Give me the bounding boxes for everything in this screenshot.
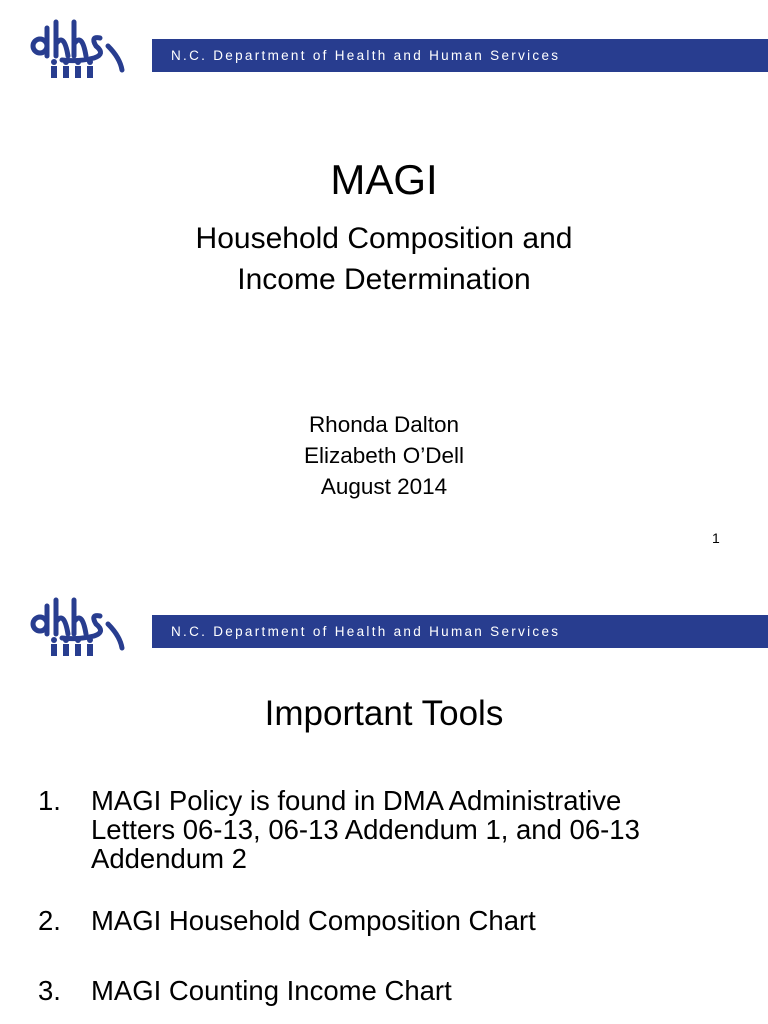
slide-title: MAGI xyxy=(330,156,438,203)
tools-slide xyxy=(0,576,768,1024)
department-banner: N.C. Department of Health and Human Services xyxy=(152,39,768,72)
author-block xyxy=(0,409,768,502)
list-item xyxy=(38,786,728,873)
list-item xyxy=(38,976,728,1005)
list-item-line: Addendum 2 xyxy=(91,843,247,874)
dhhs-logo-icon xyxy=(28,16,128,80)
tools-list xyxy=(38,786,728,1005)
list-item-line: MAGI Counting Income Chart xyxy=(91,975,452,1006)
dhhs-logo-icon xyxy=(28,594,128,658)
list-item-line: MAGI Household Composition Chart xyxy=(91,905,536,936)
department-banner: N.C. Department of Health and Human Services xyxy=(152,615,768,648)
author-name: Rhonda Dalton xyxy=(308,412,460,437)
slide-title: Important Tools xyxy=(264,694,504,733)
subtitle-line: Household Composition and xyxy=(195,222,573,255)
slide-subtitle xyxy=(0,218,768,300)
list-number: 3. xyxy=(38,975,61,1006)
subtitle-line: Income Determination xyxy=(237,263,531,296)
author-name: Elizabeth O’Dell xyxy=(303,443,465,468)
list-item xyxy=(38,906,728,935)
presentation-date: August 2014 xyxy=(320,474,448,499)
list-item-line: Letters 06-13, 06-13 Addendum 1, and 06-13 xyxy=(91,814,640,845)
list-number: 1. xyxy=(38,785,61,816)
page-number: 1 xyxy=(712,530,720,546)
list-item-line: MAGI Policy is found in DMA Administrative xyxy=(91,785,622,816)
list-number: 2. xyxy=(38,905,61,936)
